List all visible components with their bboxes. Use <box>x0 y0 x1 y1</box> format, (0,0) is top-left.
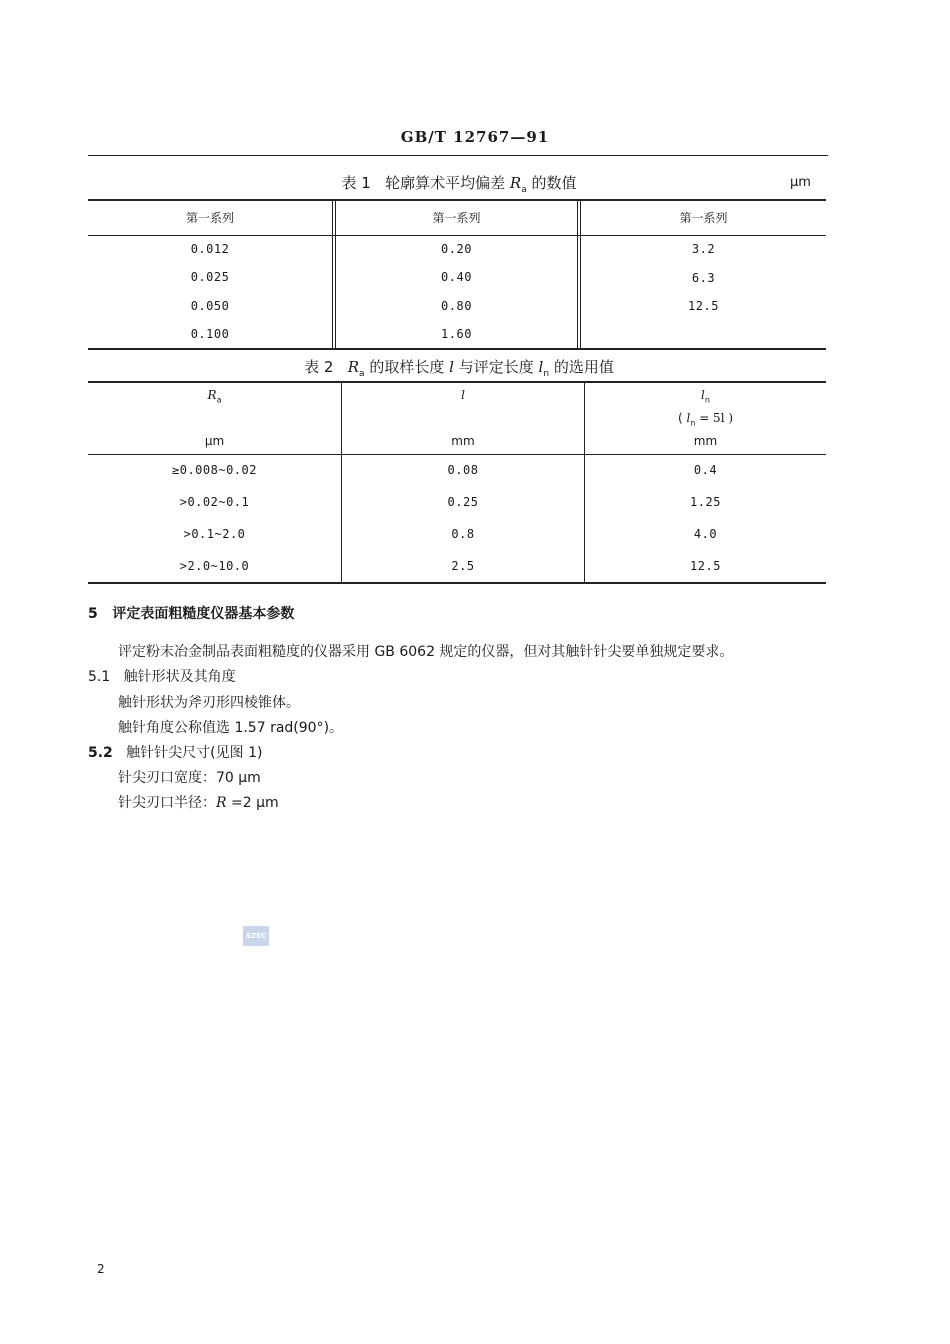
table1-caption-suffix: 的数值 <box>531 174 577 192</box>
table2-cell-ln: 1.25 <box>690 495 721 509</box>
section5-number: 5 <box>88 606 98 622</box>
table2-caption-sub: a <box>359 369 365 379</box>
table2-header-ra-sub: a <box>216 395 222 405</box>
section51-line1: 触针形状为斧刃形四棱锥体。 <box>118 695 300 711</box>
table2-header-ln-unit: mm <box>693 434 718 448</box>
table2-caption-mid1: 的取样长度 <box>369 358 445 376</box>
table2-caption-suffix: 的选用值 <box>553 358 614 376</box>
table1-caption-symbol: R <box>509 174 522 192</box>
table1-cell: 0.40 <box>441 270 472 284</box>
table2-divider-1 <box>341 382 342 582</box>
table2-header-ln-symbol: l <box>701 388 705 402</box>
table2-header-ln-formula-prefix: ( <box>677 411 687 425</box>
table1-cell: 0.100 <box>190 327 230 341</box>
table2-header-ra-unit: μm <box>204 434 225 448</box>
section52-line1: 针尖刃口宽度：70 μm <box>118 770 261 786</box>
table1-bottom-rule <box>88 348 826 350</box>
table2-header-l <box>342 388 584 402</box>
section5-title: 评定表面粗糙度仪器基本参数 <box>112 606 295 622</box>
table1-divider-2a <box>577 200 578 348</box>
table1-header-col3: 第一系列 <box>679 211 728 225</box>
table2-cell-ra: >0.1~2.0 <box>183 527 246 541</box>
table1-top-rule <box>88 199 826 201</box>
table1-divider-1a <box>332 200 333 348</box>
table2-header-ln-formula-sub: n <box>690 418 696 428</box>
section52-line2-rest: =2 μm <box>226 795 279 811</box>
section51-title: 触针形状及其角度 <box>123 669 236 685</box>
table2-header-ln-sub: n <box>704 395 710 405</box>
standard-id: GB/T 12767—91 <box>400 128 550 146</box>
section52-line2-symbol: R <box>216 795 227 811</box>
table2-caption-l: l <box>449 358 454 376</box>
table2-cell-ra: ≥0.008~0.02 <box>172 463 257 477</box>
section52-line2-prefix: 针尖刃口半径： <box>118 795 216 811</box>
table1-header-col2: 第一系列 <box>432 211 481 225</box>
table1-cell: 6.3 <box>691 271 716 285</box>
section52-title: 触针针尖尺寸(见图 1) <box>126 745 263 761</box>
table2-bottom-rule <box>88 582 826 584</box>
table1-header-rule <box>88 235 826 236</box>
table1-cell: 3.2 <box>691 242 716 256</box>
table2-header-l-symbol: l <box>461 388 465 402</box>
table1-header-col1: 第一系列 <box>185 211 234 225</box>
section5-intro: 评定粉末冶金制品表面粗糙度的仪器采用 GB 6062 规定的仪器，但对其触针针尖要单独规定要求。 <box>118 644 734 660</box>
table2-header-ln-formula-rest: = 5l ) <box>695 411 734 425</box>
table2-cell-ra: >0.02~0.1 <box>179 495 250 509</box>
table2-header-ln <box>585 388 826 404</box>
table2-cell-ln: 12.5 <box>690 559 721 573</box>
page-number: 2 <box>97 1262 105 1276</box>
section52-number: 5.2 <box>88 745 113 761</box>
table1-caption <box>0 172 918 195</box>
table2-cell-ra: >2.0~10.0 <box>179 559 250 573</box>
table2-caption-ln-sub: n <box>543 369 550 379</box>
watermark-stamp: SZSC <box>243 926 269 946</box>
table2-caption-mid2: 与评定长度 <box>458 358 534 376</box>
table1-caption-prefix: 表 1 <box>341 174 371 192</box>
table2-cell-ln: 0.4 <box>693 463 718 477</box>
table2-caption-symbol: R <box>347 358 360 376</box>
section52-heading <box>88 742 262 762</box>
section52-line2 <box>118 792 279 812</box>
table2-header-l-unit: mm <box>451 434 475 448</box>
table1-caption-text: 轮廓算术平均偏差 <box>385 174 506 192</box>
table2-cell-l: 0.08 <box>447 463 479 477</box>
table1-cell: 0.012 <box>190 242 230 256</box>
section51-number: 5.1 <box>88 669 111 685</box>
table1-cell: 0.050 <box>190 299 230 313</box>
table2-header-ln-formula <box>585 411 826 427</box>
table1-cell: 1.60 <box>441 327 472 341</box>
table2-cell-l: 0.25 <box>447 495 479 509</box>
table2-cell-l: 2.5 <box>451 559 475 573</box>
table1-caption-sub: a <box>521 185 527 195</box>
table2-cell-ln: 4.0 <box>693 527 718 541</box>
section51-heading <box>88 666 236 686</box>
table2-header-ln-formula-l: l <box>686 411 691 425</box>
table1-cell: 12.5 <box>688 299 719 313</box>
table2-caption-ln: l <box>538 358 544 376</box>
table2-header-rule <box>88 454 826 455</box>
section5-heading <box>88 603 294 623</box>
table1-cell: 0.20 <box>441 242 472 256</box>
table2-header-ra <box>88 388 341 404</box>
table2-caption <box>0 356 918 379</box>
header-rule <box>88 155 828 156</box>
table1-unit: μm <box>790 175 811 190</box>
table2-top-rule <box>88 381 826 383</box>
table2-header-ra-symbol: R <box>207 388 217 402</box>
section51-line2: 触针角度公称值选 1.57 rad(90°)。 <box>118 720 344 736</box>
table1-cell: 0.80 <box>441 299 472 313</box>
table1-cell: 0.025 <box>190 270 230 284</box>
table2-cell-l: 0.8 <box>451 527 475 541</box>
table2-caption-prefix: 表 2 <box>304 358 334 376</box>
